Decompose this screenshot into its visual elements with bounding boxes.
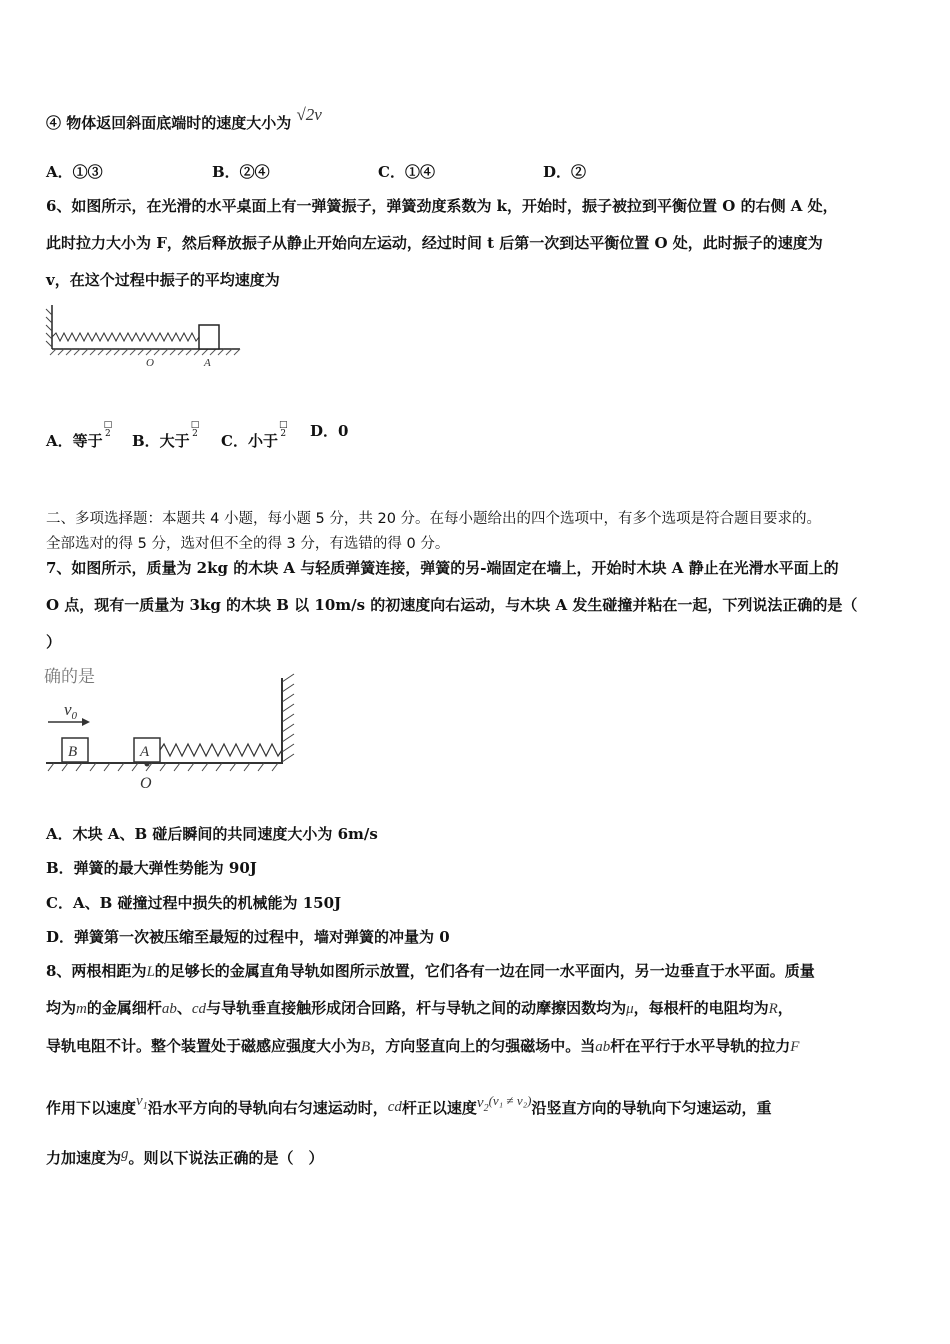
q6-line3: v，在这个过程中振子的平均速度为 [46, 271, 280, 289]
q7-line1: 7、如图所示，质量为 2kg 的木块 A 与轻质弹簧连接，弹簧的另-端固定在墙上，开始时木块 A 静止在光滑水平面上的 [46, 559, 839, 577]
q6-option-d[interactable]: D．0 [310, 422, 349, 440]
v0-label: $v_0$ [64, 700, 78, 722]
q5-option-c[interactable]: C．①④ [378, 163, 435, 181]
q8-line2: 均为m的金属细杆ab、cd与导轨垂直接触形成闭合回路，杆与导轨之间的动摩擦因数均为μ，每根杆的电阻均为R， [46, 999, 793, 1017]
q8-line1: 8、两根相距为L的足够长的金属直角导轨如图所示放置，它们各有一边在同一水平面内，另一边垂直于水平面。质量 [46, 962, 815, 980]
q6-line1: 6、如图所示，在光滑的水平桌面上有一弹簧振子，弹簧劲度系数为 k，开始时，振子被拉到平衡位置 O 的右侧 A 处， [46, 197, 838, 215]
q5-option-d[interactable]: D．② [543, 163, 587, 181]
q8-line3: 导轨电阻不计。整个装置处于磁感应强度大小为B，方向竖直向上的匀强磁场中。当ab杆在平行于水平导轨的拉力F [46, 1037, 800, 1055]
q5-option-a[interactable]: A．①③ [46, 163, 103, 181]
label-o: O [140, 775, 152, 792]
q6-spring-figure [44, 303, 244, 373]
section2-line1: 二、多项选择题：本题共 4 小题，每小题 5 分，共 20 分。在每小题给出的四个选项中，有多个选项是符合题目要求的。 [46, 511, 822, 527]
q7-line3: ） [46, 633, 62, 651]
label-a: A [204, 357, 211, 369]
q7-option-d[interactable]: D．弹簧第一次被压缩至最短的过程中，墙对弹簧的冲量为 0 [46, 928, 450, 946]
point-o [145, 762, 150, 767]
q6-option-a[interactable]: A．等于 □ 2 [46, 420, 113, 450]
q8-line4: 作用下以速度$v_1$沿水平方向的导轨向右匀速运动时，cd杆正以速度$v_2(v_1 \ne v_2)$沿竖直方向的导轨向下匀速运动，重 [46, 1093, 772, 1117]
svg-text:A: A [140, 744, 150, 760]
q5-item4: ④ 物体返回斜面底端时的速度大小为 √2v [46, 105, 322, 132]
svg-text:B: B [68, 744, 78, 760]
fraction-image: □ 2 [278, 420, 288, 439]
fraction-image: □ 2 [190, 420, 200, 439]
section2-line2: 全部选对的得 5 分，选对但不全的得 3 分，有选错的得 0 分。 [46, 536, 450, 552]
q6-option-b[interactable]: B．大于 □ 2 [132, 420, 200, 450]
q6-option-c[interactable]: C．小于 □ 2 [221, 420, 288, 450]
q5-option-b[interactable]: B．②④ [212, 163, 270, 181]
cropped-caption: 确的是 [44, 667, 95, 686]
q7-option-a[interactable]: A．木块 A、B 碰后瞬间的共同速度大小为 6m/s [46, 825, 378, 843]
spring [160, 744, 282, 756]
q7-option-c[interactable]: C．A、B 碰撞过程中损失的机械能为 150J [46, 894, 342, 912]
fraction-image: □ 2 [103, 420, 113, 439]
oscillator-block [199, 325, 219, 349]
q7-line2: O 点，现有一质量为 3kg 的木块 B 以 10m/s 的初速度向右运动，与木块 A 发生碰撞并粘在一起，下列说法正确的是（ [46, 596, 858, 614]
q8-line5: 力加速度为g。则以下说法正确的是（ ） [46, 1146, 324, 1167]
q6-line2: 此时拉力大小为 F，然后释放振子从静止开始向左运动，经过时间 t 后第一次到达平衡位置 O 处，此时振子的速度为 [46, 234, 823, 252]
sqrt2v-math: √2v [296, 105, 322, 124]
q7-collision-figure [44, 664, 304, 794]
label-o: O [146, 357, 154, 369]
q7-option-b[interactable]: B．弹簧的最大弹性势能为 90J [46, 859, 257, 877]
